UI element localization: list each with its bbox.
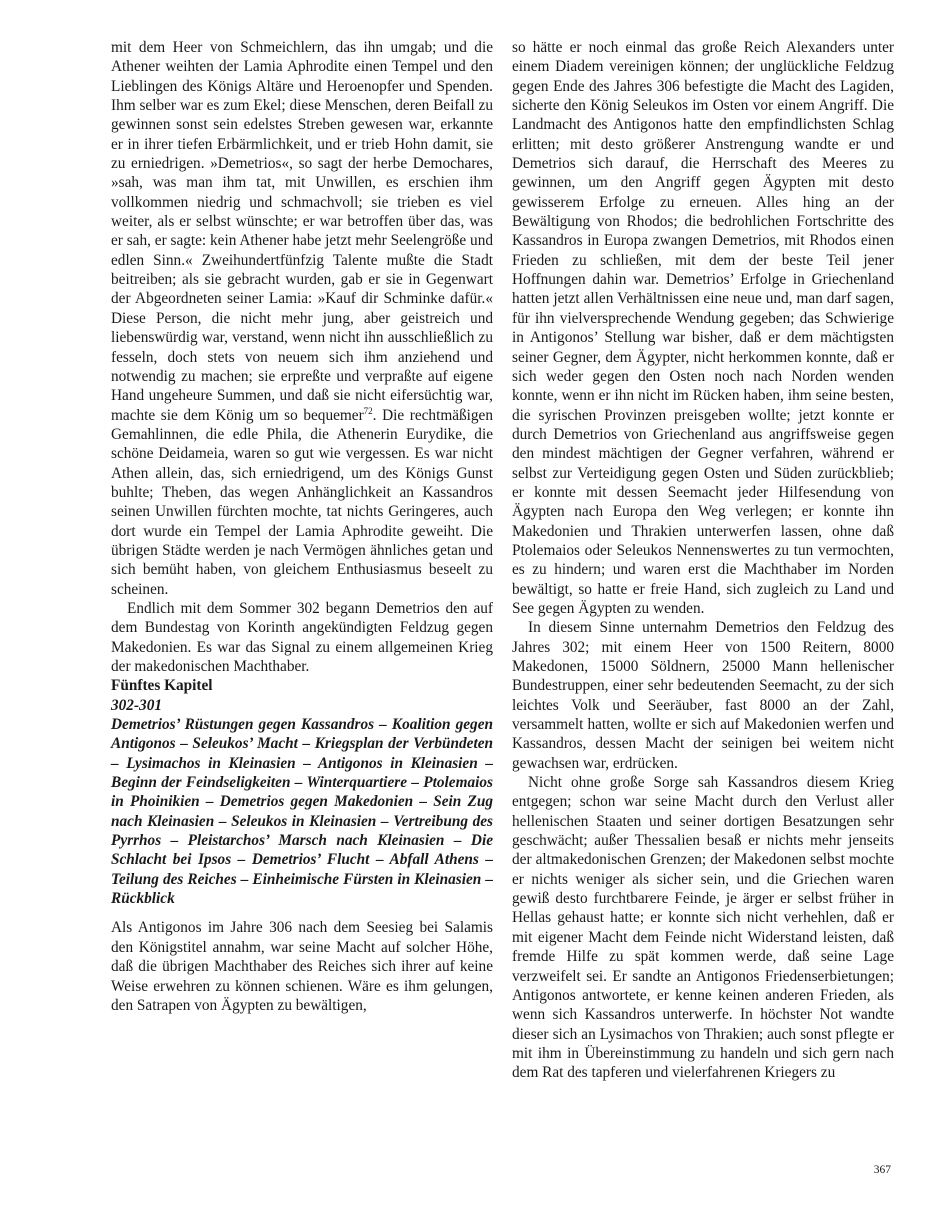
chapter-years: 302-301	[111, 696, 162, 714]
left-paragraph-1	[111, 38, 493, 599]
left-paragraph-1-text: mit dem Heer von Schmeichlern, das ihn umgab; und die Athener weihten der Lamia Aphrodite einen Tempel und den Lieblingen des Königs Altäre und Heroenopfer und Spenden. Ihm selber war es zum Ekel; diese Menschen, deren Beifall zu gewinnen sonst sein edelstes Streben gewesen war, erkannte er in ihrer tiefen Erbärmlichkeit, und er trieb Hohn damit, sie zu erniedrigen. »Demetrios«, so sagt der herbe Demochares, »sah, was man ihm tat, mit Unwillen, es erschien ihm vollkommen niedrig und schmachvoll; sie trieben es viel weiter, als er selbst wünschte; er war betroffen über das, was er sah, er sagte: kein Athener habe jetzt mehr Seelengröße und edlen Sinn.« Zweihundertfünfzig Talente mußte die Stadt beitreiben; als sie gebracht wurden, gab er sie in Gegenwart der Abgeordneten seiner Lamia: »Kauf dir Schminke dafür.« Diese Person, die nicht mehr jung, aber geistreich und liebenswürdig war, verstand, wenn nicht ihn ausschließlich zu fesseln, doch stets von neuem sich ihm anziehend und notwendig zu machen; sie erpreßte und verpraßte auf eigene Hand ungeheure Summen, und daß sie nicht eifersüchtig war, machte sie dem König um so bequemer	[111, 39, 493, 424]
right-paragraph-3: Nicht ohne große Sorge sah Kassandros diesem Krieg entgegen; schon war seine Macht durch den Verlust aller hellenischen Staaten und seiner dortigen Besatzungen sehr geschwächt; außer Thessalien besaß er nichts mehr jenseits der altmakedonischen Grenzen; der Makedonen selbst mochte er nichts weniger als sicher sein, und die Griechen waren gewiß desto furchtbarere Feinde, je ärger er selbst früher in Hellas gehaust hatte; er konnte sich nicht verhehlen, daß er mit eigener Macht dem Feinde nicht Widerstand leisten, daß fremde Hilfe zu spät kommen werde, daß seine Lage verzweifelt sei. Er sandte an Antigonos Friedenserbietungen; Antigonos antwortete, er kenne keinen anderen Frieden, als wenn sich Kassandros unterwerfe. In höchster Not wandte dieser sich an Lysimachos von Thrakien; auch sonst pflegte er mit ihm in Übereinstimmung zu handeln und sich gern nach dem Rat des tapferen und vielerfahrenen Kriegers zu	[512, 774, 894, 1082]
left-paragraph-1-text-continued: . Die rechtmäßigen Gemahlinnen, die edle Phila, die Athenerin Eurydike, die schöne Deidameia, waren so gut wie vergessen. Es war nicht Athen allein, das, sich erniedrigend, um des Königs Gunst buhlte; Theben, das wegen Anhänglichkeit an Kassandros seinen Unwillen fürchten mochte, tat nichts Geringeres, auch dort wurde ein Tempel der Lamia Aphrodite geweiht. Die übrigen Städte werden je nach Vermögen ähnliches getan und sich bemüht haben, von gleichem Enthusiasmus beseelt zu scheinen.	[111, 406, 493, 598]
left-paragraph-2: Endlich mit dem Sommer 302 begann Demetrios den auf dem Bundestag von Korinth angekündigten Feldzug gegen Makedonien. Es war das Signal zu einem allgemeinen Krieg der makedonischen Machthaber.	[111, 599, 493, 675]
right-paragraph-2: In diesem Sinne unternahm Demetrios den Feldzug des Jahres 302; mit einem Heer von 1500 Reitern, 8000 Makedonen, 15000 Söldnern, 25000 Mann hellenischer Bundestruppen, einer sehr bedeutenden Seemacht, zu der sich leichtes Volk und Seeräuber, fast 8000 an der Zahl, versammelt hatten, wollte er sich auf Makedonien werfen und Kassandros, dessen Macht der seinigen bei weitem nicht gewachsen war, erdrücken.	[512, 619, 894, 772]
footnote-ref[interactable]: 72	[363, 405, 373, 416]
page-number: 367	[873, 1164, 891, 1176]
chapter-summary: Demetrios’ Rüstungen gegen Kassandros – Koalition gegen Antigonos – Seleukos’ Macht – Kriegsplan der Verbündeten – Lysimachos in Kleinasien – Antigonos in Kleinasien – Beginn der Feindseligkeiten – Winterquartiere – Ptolemaios in Phoinikien – Demetrios gegen Makedonien – Sein Zug nach Kleinasien – Seleukos in Kleinasien – Vertreibung des Pyrrhos – Pleistarchos’ Marsch nach Kleinasien – Die Schlacht bei Ipsos – Demetrios’ Flucht – Abfall Athens – Teilung des Reiches – Einheimische Fürsten in Kleinasien – Rückblick	[111, 716, 493, 908]
left-paragraph-3: Als Antigonos im Jahre 306 nach dem Seesieg bei Salamis den Königstitel annahm, war seine Macht auf solcher Höhe, daß die übrigen Machthaber des Reiches sich ihrer auf keine Weise erwehren zu können schienen. Wäre es ihm gelungen, den Satrapen von Ägypten zu bewältigen,	[111, 919, 493, 1014]
right-column	[512, 38, 894, 1083]
right-paragraph-1: so hätte er noch einmal das große Reich Alexanders unter einem Diadem vereinigen können; der unglückliche Feldzug gegen Ende des Jahres 306 befestigte die Macht des Lagiden, sicherte den König Seleukos im Osten vor einem Angriff. Die Landmacht des Antigonos hatte den empfindlichsten Schlag erlitten; mit desto größerer Anstrengung wandte er und Demetrios sich darauf, die Herrschaft des Meeres zu gewinnen, um den Angriff gegen Ägypten mit desto gewisserem Erfolge zu erneuen. Alles hing an der Bewältigung von Rhodos; die bedrohlichen Fortschritte des Kassandros in Europa zwangen Demetrios, mit Rhodos einen Frieden zu schließen, mit dem der beste Teil jener Hoffnungen dahin war. Demetrios’ Erfolge in Griechenland hatten jetzt allen Verhältnissen eine neue und, man darf sagen, für ihn vielversprechende Wendung gegeben; das Schwierige in Antigonos’ Stellung war bisher, daß er dem mächtigsten seiner Gegner, dem Ägypter, nicht herkommen konnte, daß er sich weder gegen den Osten noch nach Norden wenden konnte, wenn er ihn nicht im Rücken haben, ihm seine besten, die syrischen Provinzen preisgeben wollte; jetzt konnte er durch Demetrios von Griechenland aus angriffsweise gegen den mindest mächtigen der Gegner verfahren, während er selbst zur Verteidigung gegen Osten und Süden zurückblieb; er konnte mit dessen Seemacht jeder Hilfesendung von Ägypten nach Europa den Weg verlegen; er konnte ihn Makedonien und Thrakien unterwerfen lassen, ohne daß Ptolemaios oder Seleukos Nennenswertes zu tun vermochten, es zu hindern; und waren erst die Machthaber im Norden bewältigt, so hatte er freie Hand, sich zugleich zu Land und See gegen Ägypten zu wenden.	[512, 39, 894, 617]
chapter-title: Fünftes Kapitel	[111, 677, 213, 695]
left-column	[111, 38, 493, 1015]
